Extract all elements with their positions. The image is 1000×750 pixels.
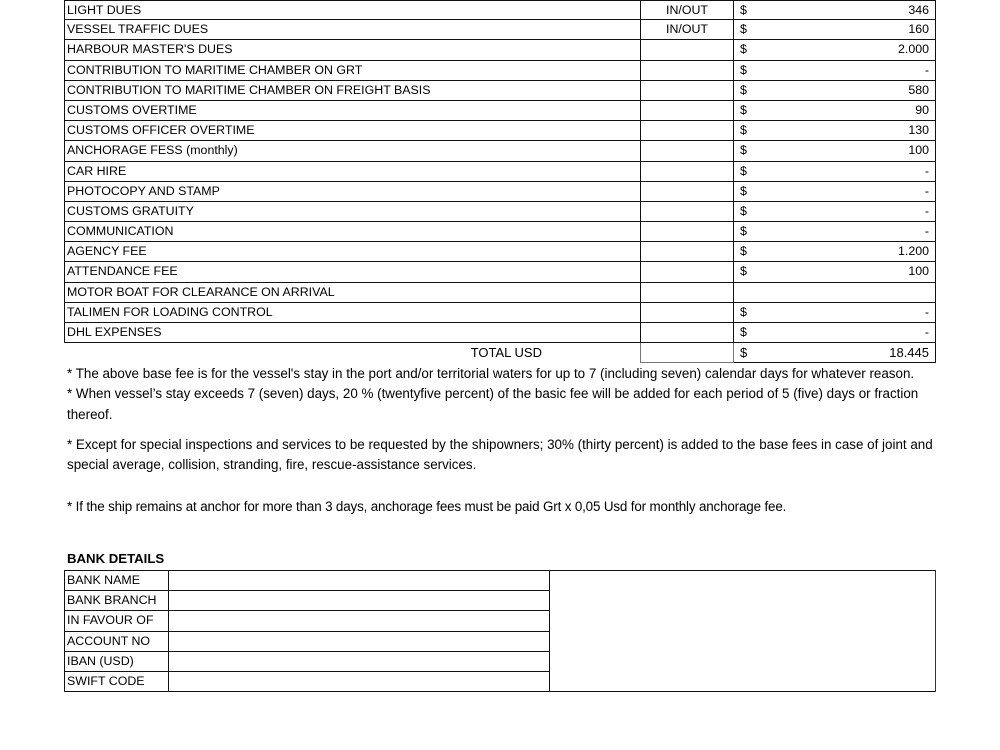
fee-direction: IN/OUT: [641, 0, 734, 20]
fee-direction: [641, 303, 734, 323]
fee-label: AGENCY FEE: [64, 242, 641, 262]
note-base-fee: * The above base fee is for the vessel's stay in the port and/or territorial waters for up to 7 (including seven) calendar days for whatever reason.: [67, 366, 915, 381]
fee-label: CONTRIBUTION TO MARITIME CHAMBER ON GRT: [64, 61, 641, 81]
fee-direction: [641, 121, 734, 141]
fee-row-anchorage-fees: [64, 141, 936, 161]
currency-symbol: $: [740, 264, 747, 279]
fee-label: HARBOUR MASTER'S DUES: [64, 40, 641, 60]
fee-row-car-hire: [64, 162, 936, 182]
fee-row-customs-officer-overtime: [64, 121, 936, 141]
fee-amount-cell: [734, 40, 936, 60]
fee-amount-cell: [734, 121, 936, 141]
currency-symbol: $: [740, 304, 747, 319]
total-direction-cell: [641, 343, 734, 363]
fee-amount: 100: [908, 143, 929, 158]
fee-amount: 130: [908, 123, 929, 138]
currency-symbol: $: [740, 123, 747, 138]
fee-amount-cell: [734, 303, 936, 323]
fee-direction: [641, 262, 734, 282]
iban-value: [169, 652, 550, 671]
fee-row-talimen: [64, 303, 936, 323]
fee-row-communication: [64, 222, 936, 242]
bank-row-in-favour-of: [65, 611, 550, 631]
fee-amount-cell: [734, 61, 936, 81]
total-row: [64, 343, 936, 363]
bank-row-bank-branch: [65, 591, 550, 611]
fee-direction: [641, 222, 734, 242]
fee-direction: [641, 141, 734, 161]
fee-amount: -: [924, 325, 929, 339]
fee-amount: 1.200: [897, 244, 929, 259]
fee-row-maritime-chamber-freight: [64, 81, 936, 101]
fee-amount-cell: [734, 222, 936, 242]
fee-label: CUSTOMS OFFICER OVERTIME: [64, 121, 641, 141]
fee-row-motor-boat: [64, 283, 936, 303]
fee-direction: [641, 182, 734, 202]
fee-amount-cell: [734, 323, 936, 343]
fee-row-agency-fee: [64, 242, 936, 262]
bank-details-table: [64, 570, 936, 692]
fee-amount: 580: [908, 82, 929, 97]
fee-amount: 2.000: [897, 42, 929, 57]
note-anchorage: * If the ship remains at anchor for more than 3 days, anchorage fees must be paid Grt x 0,05 Usd for monthly anchorage fee.: [67, 499, 787, 515]
currency-symbol: $: [740, 42, 747, 57]
bank-branch-value: [169, 591, 550, 610]
fee-label: LIGHT DUES: [64, 0, 641, 20]
fee-amount-cell: [734, 81, 936, 101]
total-label: TOTAL USD: [64, 343, 641, 363]
currency-symbol: $: [740, 102, 747, 117]
fee-amount: -: [924, 203, 929, 218]
fee-label: COMMUNICATION: [64, 222, 641, 242]
bank-field-label: BANK NAME: [65, 571, 169, 590]
fee-amount-cell: [734, 283, 936, 303]
fee-amount-cell: [734, 0, 936, 20]
bank-field-label: IN FAVOUR OF: [65, 611, 169, 630]
total-amount-cell: [734, 343, 936, 363]
fee-amount-cell: [734, 262, 936, 282]
swift-code-value: [169, 672, 550, 691]
total-amount: 18.445: [889, 345, 929, 361]
fee-direction: IN/OUT: [641, 20, 734, 40]
currency-symbol: $: [740, 143, 747, 158]
fee-row-photocopy-stamp: [64, 182, 936, 202]
bank-field-label: SWIFT CODE: [65, 672, 169, 691]
fee-amount-cell: [734, 20, 936, 40]
fee-amount-cell: [734, 101, 936, 121]
fee-direction: [641, 242, 734, 262]
fee-row-harbour-master-dues: [64, 40, 936, 60]
bank-name-value: [169, 571, 550, 590]
fee-row-light-dues: [64, 0, 936, 20]
currency-symbol: $: [740, 3, 747, 17]
fee-amount: -: [924, 304, 929, 319]
fee-label: CONTRIBUTION TO MARITIME CHAMBER ON FREIGHT BASIS: [64, 81, 641, 101]
bank-field-label: IBAN (USD): [65, 652, 169, 671]
currency-symbol: $: [740, 82, 747, 97]
fee-notes: [67, 364, 937, 518]
fee-amount: -: [924, 224, 929, 239]
bank-field-label: BANK BRANCH: [65, 591, 169, 610]
fee-direction: [641, 162, 734, 182]
fee-label: TALIMEN FOR LOADING CONTROL: [64, 303, 641, 323]
account-no-value: [169, 632, 550, 651]
fee-row-customs-gratuity: [64, 202, 936, 222]
fee-amount-cell: [734, 182, 936, 202]
fee-label: CUSTOMS GRATUITY: [64, 202, 641, 222]
fee-direction: [641, 323, 734, 343]
fee-label: PHOTOCOPY AND STAMP: [64, 182, 641, 202]
fee-label: ATTENDANCE FEE: [64, 262, 641, 282]
fee-amount: 346: [908, 3, 929, 17]
fee-direction: [641, 40, 734, 60]
currency-symbol: $: [740, 22, 747, 37]
fee-label: CUSTOMS OVERTIME: [64, 101, 641, 121]
currency-symbol: $: [740, 244, 747, 259]
fee-direction: [641, 283, 734, 303]
fee-row-vessel-traffic-dues: [64, 20, 936, 40]
fee-amount: -: [924, 183, 929, 198]
currency-symbol: $: [740, 224, 747, 239]
fee-label: CAR HIRE: [64, 162, 641, 182]
bank-row-bank-name: [65, 571, 550, 591]
bank-field-label: ACCOUNT NO: [65, 632, 169, 651]
fee-label: VESSEL TRAFFIC DUES: [64, 20, 641, 40]
currency-symbol: $: [740, 345, 748, 361]
note-stay-exceeds: * When vessel’s stay exceeds 7 (seven) days, 20 % (twentyfive percent) of the basic fee will be added for each period of 5 (five) days or fraction thereof.: [67, 386, 919, 422]
in-favour-of-value: [169, 611, 550, 630]
currency-symbol: $: [740, 203, 747, 218]
fee-label: ANCHORAGE FESS (monthly): [64, 141, 641, 161]
fee-row-customs-overtime: [64, 101, 936, 121]
fee-direction: [641, 61, 734, 81]
fee-row-maritime-chamber-grt: [64, 61, 936, 81]
fee-amount-cell: [734, 202, 936, 222]
fees-table: [64, 0, 936, 363]
fee-label: DHL EXPENSES: [64, 323, 641, 343]
bank-details-title: BANK DETAILS: [67, 551, 165, 566]
fee-amount-cell: [734, 162, 936, 182]
bank-row-account-no: [65, 632, 550, 652]
fee-direction: [641, 101, 734, 121]
fee-direction: [641, 202, 734, 222]
currency-symbol: $: [740, 325, 747, 339]
currency-symbol: $: [740, 62, 747, 77]
fee-amount: -: [924, 62, 929, 77]
fee-amount: -: [924, 163, 929, 178]
fee-row-attendance-fee: [64, 262, 936, 282]
currency-symbol: $: [740, 183, 747, 198]
fee-amount: 100: [908, 264, 929, 279]
bank-details-blank-box: [550, 570, 936, 692]
fee-row-dhl-expenses: [64, 323, 936, 343]
bank-details-fields: [64, 570, 550, 692]
bank-row-iban: [65, 652, 550, 672]
fee-amount-cell: [734, 242, 936, 262]
currency-symbol: $: [740, 163, 747, 178]
bank-row-swift-code: [65, 672, 550, 692]
fee-label: MOTOR BOAT FOR CLEARANCE ON ARRIVAL: [64, 283, 641, 303]
note-special-services: * Except for special inspections and services to be requested by the shipowners; 30% (thirty percent) is added to the base fees in case of joint and special average, collision, stranding, fire, rescue-assistance services.: [67, 436, 933, 473]
fee-amount: 90: [915, 102, 929, 117]
fee-direction: [641, 81, 734, 101]
fee-amount: 160: [908, 22, 929, 37]
fee-amount-cell: [734, 141, 936, 161]
